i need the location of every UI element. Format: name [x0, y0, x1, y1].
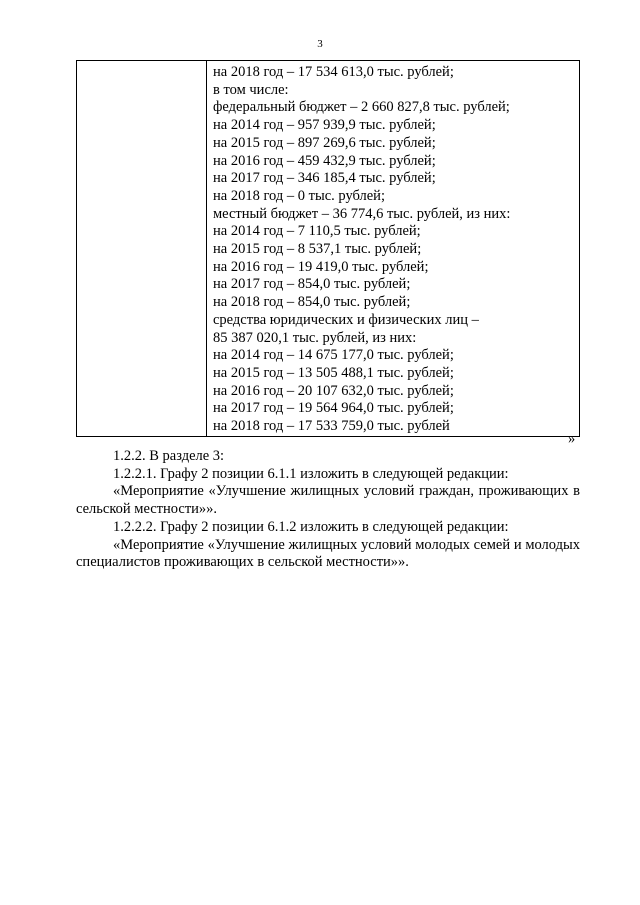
funding-line: на 2016 год – 20 107 632,0 тыс. рублей; — [213, 382, 454, 399]
funding-line: на 2016 год – 19 419,0 тыс. рублей; — [213, 258, 429, 275]
funding-line: на 2016 год – 459 432,9 тыс. рублей; — [213, 152, 436, 169]
funding-line: на 2015 год – 897 269,6 тыс. рублей; — [213, 134, 436, 151]
funding-line: 85 387 020,1 тыс. рублей, из них: — [213, 329, 417, 346]
funding-line: на 2017 год – 346 185,4 тыс. рублей; — [213, 170, 436, 187]
funding-line: местный бюджет – 36 774,6 тыс. рублей, из них: — [213, 205, 511, 222]
amendment-paragraph: 1.2.2.1. Графу 2 позиции 6.1.1 изложить в следующей редакции: — [113, 465, 509, 482]
amendment-paragraph: «Мероприятие «Улучшение жилищных условий граждан, проживающих в сельской местности»». — [76, 483, 580, 518]
page-number: 3 — [317, 38, 323, 50]
amendment-paragraph: «Мероприятие «Улучшение жилищных условий молодых семей и молодых специалистов проживающих в сельской местности»». — [76, 536, 580, 571]
funding-line: на 2014 год – 7 110,5 тыс. рублей; — [213, 223, 421, 240]
table-row — [77, 61, 580, 437]
funding-line: на 2017 год – 854,0 тыс. рублей; — [213, 276, 411, 293]
funding-line: на 2018 год – 17 534 613,0 тыс. рублей; — [213, 64, 454, 80]
closing-quote: » — [568, 431, 576, 447]
funding-line: на 2017 год – 19 564 964,0 тыс. рублей; — [213, 400, 454, 417]
amendment-paragraph: 1.2.2.2. Графу 2 позиции 6.1.2 изложить в следующей редакции: — [113, 518, 509, 535]
funding-line: на 2018 год – 17 533 759,0 тыс. рублей — [213, 418, 450, 435]
funding-line: на 2015 год – 8 537,1 тыс. рублей; — [213, 241, 422, 258]
table-cell-left — [77, 61, 207, 437]
funding-line: средства юридических и физических лиц – — [213, 311, 479, 328]
funding-table — [76, 60, 580, 437]
funding-line: на 2014 год – 957 939,9 тыс. рублей; — [213, 117, 436, 134]
funding-line: на 2018 год – 854,0 тыс. рублей; — [213, 294, 411, 311]
funding-line: на 2014 год – 14 675 177,0 тыс. рублей; — [213, 347, 454, 364]
funding-line: на 2018 год – 0 тыс. рублей; — [213, 187, 385, 204]
amendment-paragraph: 1.2.2. В разделе 3: — [113, 448, 225, 464]
funding-line: федеральный бюджет – 2 660 827,8 тыс. рублей; — [213, 99, 510, 116]
funding-line: на 2015 год – 13 505 488,1 тыс. рублей; — [213, 364, 454, 381]
table-cell-right — [207, 61, 580, 437]
funding-line: в том числе: — [213, 81, 289, 98]
amendments-text — [76, 448, 580, 572]
